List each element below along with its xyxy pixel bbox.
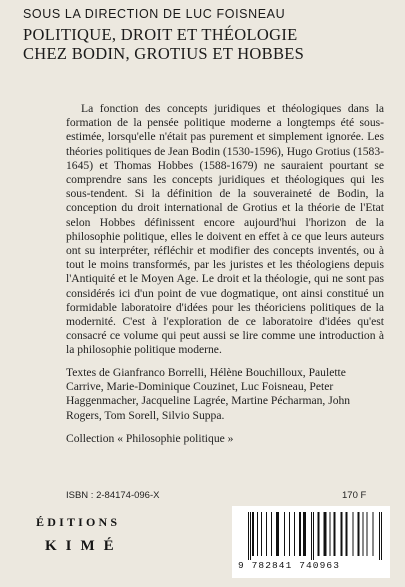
barcode-bar bbox=[381, 512, 382, 560]
barcode bbox=[232, 506, 390, 578]
collection-name: Collection « Philosophie politique » bbox=[66, 432, 234, 445]
barcode-bar bbox=[248, 512, 249, 560]
barcode-bar bbox=[271, 512, 272, 556]
barcode-bar bbox=[252, 512, 254, 556]
barcode-bar bbox=[266, 512, 267, 556]
publisher-name-line-1: ÉDITIONS bbox=[36, 515, 121, 529]
isbn: ISBN : 2-84174-096-X bbox=[66, 490, 160, 501]
barcode-bar bbox=[358, 512, 360, 556]
barcode-bar bbox=[311, 512, 312, 560]
price: 170 F bbox=[342, 490, 367, 501]
book-title-line-1: POLITIQUE, DROIT ET THÉOLOGIE bbox=[23, 25, 298, 44]
book-description: La fonction des concepts juridiques et théologiques dans la formation de la pensée politique moderne a longtemps été sous-estimée, lorsqu'elle n'était pas purement et simplement ignorée. Les théories politiques de Jean Bodin (1530-1596), Hugo Grotius (1583-1645) et Thomas Hobbes (1588-1679) ne sauraient pourtant se comprendre sans les concepts juridiques et théologiques qui les sous-tendent. Si la définition de la souveraineté de Bodin, la conception du droit international de Grotius et la théorie de l'Etat selon Hobbes définissent encore aujourd'hui l'horizon de la philosophie politique, elles le doivent en effet à ce que leurs auteurs ont su interpréter, réfléchir et modifier des concepts inventés, ou à tout le moins transformés, par les juristes et les théologiens depuis l'Antiquité et le Moyen Age. Le droit et la théologie, qui ne sont pas considérés ici d'un point de vue dogmatique, ont ainsi constitué un formidable laboratoire d'idées pour les théoriciens politiques de la modernité. C'est à l'exploration de ce laboratoire d'idées qu'est consacré ce volume qui peut aussi se lire comme une introduction à la philosophie politique moderne. bbox=[66, 102, 384, 357]
barcode-bar bbox=[299, 512, 301, 556]
barcode-bar bbox=[373, 512, 374, 556]
barcode-bar bbox=[276, 512, 279, 556]
barcode-bar bbox=[257, 512, 258, 556]
editor-credit: SOUS LA DIRECTION DE LUC FOISNEAU bbox=[23, 7, 286, 21]
book-title bbox=[23, 25, 393, 63]
barcode-bar bbox=[294, 512, 295, 556]
book-title-line-2: CHEZ BODIN, GROTIUS ET HOBBES bbox=[23, 44, 305, 63]
barcode-bar bbox=[303, 512, 306, 556]
publisher-name-line-2: KIMÉ bbox=[45, 538, 123, 554]
barcode-bar bbox=[379, 512, 380, 560]
barcode-bar bbox=[353, 512, 354, 556]
barcode-bar bbox=[341, 512, 343, 556]
barcode-bar bbox=[284, 512, 285, 556]
barcode-bar bbox=[363, 512, 364, 556]
barcode-bar bbox=[346, 512, 348, 556]
barcode-bar bbox=[289, 512, 290, 556]
contributors-list: Textes de Gianfranco Borrelli, Hélène Bouchilloux, Paulette Carrive, Marie-Dominique Couzinet, Luc Foisneau, Peter Haggenmacher, Jacqueline Lagrée, Martine Pécharman, John Rogers, Tom Sorell, Silvio Suppa. bbox=[66, 366, 351, 422]
barcode-digits: 9 782841 740963 bbox=[238, 560, 341, 571]
barcode-bar bbox=[318, 512, 320, 556]
barcode-bar bbox=[367, 512, 368, 556]
barcode-bar bbox=[330, 512, 331, 556]
barcode-bar bbox=[250, 512, 251, 560]
barcode-bar bbox=[313, 512, 314, 560]
barcode-bar bbox=[261, 512, 262, 556]
barcode-bars bbox=[246, 512, 384, 560]
barcode-bar bbox=[334, 512, 336, 556]
barcode-bar bbox=[324, 512, 327, 556]
